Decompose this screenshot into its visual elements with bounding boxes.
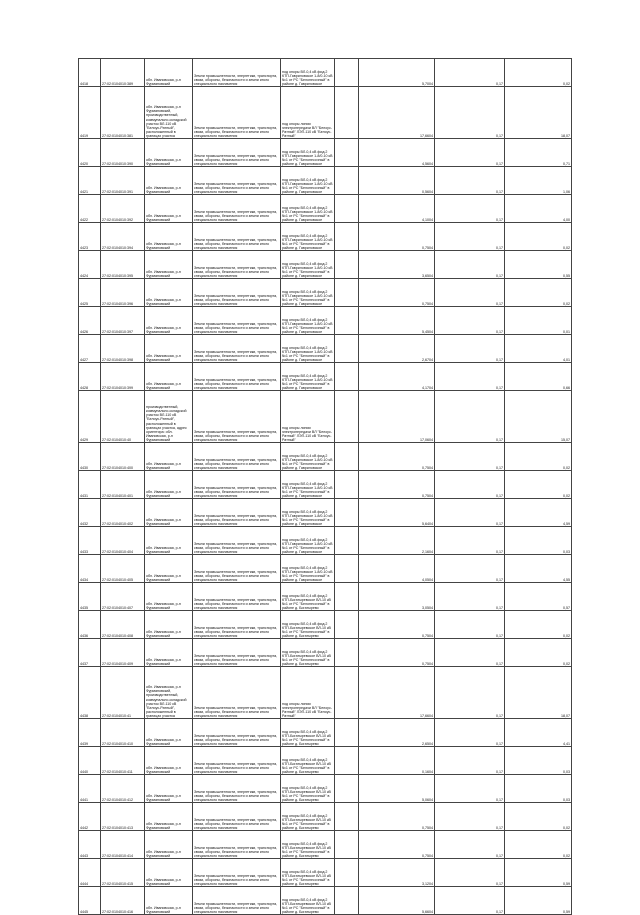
area-cell: 17,6604 — [359, 667, 435, 719]
cadastral-number-cell: 27:02:0104010:401 — [101, 471, 145, 499]
area-cell: 3,6504 — [359, 251, 435, 279]
empty-cell — [335, 307, 359, 335]
cost-cell: 0,02 — [505, 803, 572, 831]
rate-cell: 0,17 — [435, 719, 505, 747]
cost-cell: 0,55 — [505, 251, 572, 279]
area-cell: 2,6504 — [359, 719, 435, 747]
area-cell: 5,4504 — [359, 307, 435, 335]
table-row — [79, 803, 572, 831]
empty-cell — [335, 391, 359, 443]
land-category-cell: Земли промышленности, энергетики, транспорта, связи, обороны, безопасности и земли иного специального назначения — [193, 307, 281, 335]
area-cell: 5,6404 — [359, 499, 435, 527]
row-number-cell: 4436 — [79, 611, 101, 639]
row-number-cell: 4431 — [79, 471, 101, 499]
cadastral-number-cell: 27:02:0104010:407 — [101, 583, 145, 611]
rate-cell: 0,17 — [435, 639, 505, 667]
cost-cell: 18,07 — [505, 87, 572, 139]
cost-cell: 0,02 — [505, 611, 572, 639]
cost-cell: 4,59 — [505, 499, 572, 527]
rate-cell: 0,17 — [435, 527, 505, 555]
empty-cell — [335, 279, 359, 307]
row-number-cell: 4419 — [79, 87, 101, 139]
empty-cell — [335, 803, 359, 831]
cost-cell: 0,59 — [505, 887, 572, 915]
rate-cell: 0,17 — [435, 887, 505, 915]
row-number-cell: 4424 — [79, 251, 101, 279]
empty-cell — [335, 527, 359, 555]
rate-cell: 0,17 — [435, 59, 505, 87]
table-row — [79, 391, 572, 443]
location-cell: обл. Ивановская, р-н Фурмановский — [145, 223, 193, 251]
location-cell: обл. Ивановская, р-н Фурмановский — [145, 363, 193, 391]
area-cell: 0,7504 — [359, 639, 435, 667]
empty-cell — [335, 775, 359, 803]
location-cell: обл. Ивановская, р-н Фурмановский — [145, 583, 193, 611]
cost-cell: 4,41 — [505, 719, 572, 747]
location-cell: обл. Ивановская, р-н Фурмановский — [145, 775, 193, 803]
cost-cell: 0,02 — [505, 279, 572, 307]
area-cell: 3,0504 — [359, 583, 435, 611]
land-category-cell: Земли промышленности, энергетики, транспорта, связи, обороны, безопасности и земли иного специального назначения — [193, 803, 281, 831]
permitted-use-cell: под опоры ВЛ-0,4 кВ фид.2 КТП-Гавриловское 1-8/0-10 кВ №1 от РС "Белопесочный" в районе д. Гавриловское — [281, 555, 335, 583]
row-number-cell: 4422 — [79, 195, 101, 223]
permitted-use-cell: под опоры ВЛ-0,4 кВ фид.2 КТП-Богатыревское ВЛ-10 кВ №1 от РС "Белопесочный" в районе д. Богатырево — [281, 719, 335, 747]
land-category-cell: Земли промышленности, энергетики, транспорта, связи, обороны, безопасности и земли иного специального назначения — [193, 667, 281, 719]
location-cell: обл. Ивановская, р-н Фурмановский — [145, 719, 193, 747]
land-category-cell: Земли промышленности, энергетики, транспорта, связи, обороны, безопасности и земли иного специального назначения — [193, 499, 281, 527]
empty-cell — [335, 887, 359, 915]
permitted-use-cell: под опоры ВЛ-0,4 кВ фид.2 КТП-Богатыревское ВЛ-10 кВ №1 от РС "Белопесочный" в районе д. Богатырево — [281, 831, 335, 859]
cost-cell: 0,02 — [505, 59, 572, 87]
empty-cell — [335, 251, 359, 279]
land-category-cell: Земли промышленности, энергетики, транспорта, связи, обороны, безопасности и земли иного специального назначения — [193, 363, 281, 391]
empty-cell — [335, 471, 359, 499]
row-number-cell: 4427 — [79, 335, 101, 363]
cost-cell: 0,03 — [505, 775, 572, 803]
table-row — [79, 307, 572, 335]
land-category-cell: Земли промышленности, энергетики, транспорта, связи, обороны, безопасности и земли иного специального назначения — [193, 887, 281, 915]
permitted-use-cell: под опоры ВЛ-0,4 кВ фид.2 КТП-Богатыревское ВЛ-10 кВ №1 от РС "Белопесочный" в районе д. Богатырево — [281, 859, 335, 887]
row-number-cell: 4418 — [79, 59, 101, 87]
permitted-use-cell: под опоры ВЛ-0,4 кВ фид.2 КТП-Гавриловское 1-8/0-10 кВ №1 от РС "Белопесочный" в районе д. Гавриловское — [281, 527, 335, 555]
cadastral-number-cell: 27:02:0104010:413 — [101, 803, 145, 831]
empty-cell — [335, 59, 359, 87]
cadastral-number-cell: 27:02:0104010:399 — [101, 363, 145, 391]
cadastral-number-cell: 27:02:0104010:415 — [101, 859, 145, 887]
table-row — [79, 251, 572, 279]
cadastral-number-cell: 27:02:0104010:396 — [101, 279, 145, 307]
rate-cell: 0,17 — [435, 583, 505, 611]
permitted-use-cell: под опоры ВЛ-0,4 кВ фид.2 КТП-Гавриловское 1-8/0-10 кВ №1 от РС "Белопесочный" в районе д. Гавриловское — [281, 335, 335, 363]
location-cell: обл. Ивановская, р-н Фурмановский — [145, 555, 193, 583]
land-category-cell: Земли промышленности, энергетики, транспорта, связи, обороны, безопасности и земли иного специального назначения — [193, 443, 281, 471]
row-number-cell: 4442 — [79, 803, 101, 831]
permitted-use-cell: под опоры ВЛ-0,4 кВ фид.2 КТП-Гавриловское 1-8/0-10 кВ №1 от РС "Белопесочный" в районе д. Гавриловское — [281, 139, 335, 167]
table-row — [79, 443, 572, 471]
area-cell: 0,5604 — [359, 167, 435, 195]
land-category-cell: Земли промышленности, энергетики, транспорта, связи, обороны, безопасности и земли иного специального назначения — [193, 747, 281, 775]
cadastral-number-cell: 27:02:0104010:390 — [101, 139, 145, 167]
permitted-use-cell: под опоры ВЛ-0,4 кВ фид.2 КТП-Богатыревское ВЛ-10 кВ №1 от РС "Белопесочный" в районе д. Богатырево — [281, 611, 335, 639]
rate-cell: 0,17 — [435, 139, 505, 167]
land-category-cell: Земли промышленности, энергетики, транспорта, связи, обороны, безопасности и земли иного специального назначения — [193, 59, 281, 87]
permitted-use-cell: под опоры ВЛ-0,4 кВ фид.2 КТП-Гавриловское 1-8/0-10 кВ №1 от РС "Белопесочный" в районе д. Гавриловское — [281, 499, 335, 527]
area-cell: 0,7504 — [359, 611, 435, 639]
rate-cell: 0,17 — [435, 803, 505, 831]
location-cell: обл. Ивановская, р-н Фурмановский — [145, 527, 193, 555]
rate-cell: 0,17 — [435, 391, 505, 443]
cost-cell: 0,02 — [505, 831, 572, 859]
permitted-use-cell: под опоры ВЛ-0,4 кВ фид.2 КТП-Богатыревское ВЛ-10 кВ №1 от РС "Белопесочный" в районе д. Богатырево — [281, 887, 335, 915]
empty-cell — [335, 335, 359, 363]
table-row — [79, 335, 572, 363]
rate-cell: 0,17 — [435, 555, 505, 583]
empty-cell — [335, 583, 359, 611]
table-row — [79, 555, 572, 583]
rate-cell: 0,17 — [435, 667, 505, 719]
land-category-cell: Земли промышленности, энергетики, транспорта, связи, обороны, безопасности и земли иного специального назначения — [193, 719, 281, 747]
empty-cell — [335, 363, 359, 391]
row-number-cell: 4444 — [79, 859, 101, 887]
location-cell: обл. Ивановская, р-н Фурмановский — [145, 859, 193, 887]
table-row — [79, 59, 572, 87]
location-cell: обл. Ивановская, р-н Фурмановский — [145, 639, 193, 667]
empty-cell — [335, 139, 359, 167]
land-category-cell: Земли промышленности, энергетики, транспорта, связи, обороны, безопасности и земли иного специального назначения — [193, 223, 281, 251]
rate-cell: 0,17 — [435, 167, 505, 195]
land-category-cell: Земли промышленности, энергетики, транспорта, связи, обороны, безопасности и земли иного специального назначения — [193, 279, 281, 307]
area-cell: 17,0604 — [359, 391, 435, 443]
table-row — [79, 279, 572, 307]
empty-cell — [335, 87, 359, 139]
cadastral-number-cell: 27:02:0104010:398 — [101, 335, 145, 363]
land-plots-table — [78, 58, 572, 915]
location-cell: обл. Ивановская, р-н Фурмановский — [145, 307, 193, 335]
empty-cell — [335, 831, 359, 859]
location-cell: обл. Ивановская, р-н Фурмановский — [145, 747, 193, 775]
area-cell: 2,6704 — [359, 335, 435, 363]
row-number-cell: 4440 — [79, 747, 101, 775]
rate-cell: 0,17 — [435, 251, 505, 279]
area-cell: 0,1604 — [359, 747, 435, 775]
rate-cell: 0,17 — [435, 859, 505, 887]
table-row — [79, 775, 572, 803]
rate-cell: 0,17 — [435, 363, 505, 391]
empty-cell — [335, 719, 359, 747]
row-number-cell: 4429 — [79, 391, 101, 443]
area-cell: 0,7504 — [359, 223, 435, 251]
rate-cell: 0,17 — [435, 443, 505, 471]
table-row — [79, 167, 572, 195]
cost-cell: 0,02 — [505, 471, 572, 499]
land-category-cell: Земли промышленности, энергетики, транспорта, связи, обороны, безопасности и земли иного специального назначения — [193, 471, 281, 499]
permitted-use-cell: под опоры ВЛ-0,4 кВ фид.2 КТП-Богатыревское ВЛ-10 кВ №1 от РС "Белопесочный" в районе д. Богатырево — [281, 583, 335, 611]
land-category-cell: Земли промышленности, энергетики, транспорта, связи, обороны, безопасности и земли иного специального назначения — [193, 87, 281, 139]
location-cell: обл. Ивановская, р-н Фурмановский, производственный, коммунально-складской участок ВЛ-110 кВ "Белоус-Ратный", расположенный в границах участка — [145, 667, 193, 719]
location-cell: обл. Ивановская, р-н Фурмановский — [145, 251, 193, 279]
location-cell: производственный, коммунально-складской участок ВЛ-110 кВ "Белоус-Ратный", расположенный в границах участка, адрес ориентира: обл. Ивановская, р-н Фурмановский — [145, 391, 193, 443]
empty-cell — [335, 195, 359, 223]
table-row — [79, 887, 572, 915]
cadastral-number-cell: 27:02:0104010:405 — [101, 555, 145, 583]
cost-cell: 0,02 — [505, 639, 572, 667]
cadastral-number-cell: 27:02:0104010:40 — [101, 391, 145, 443]
rate-cell: 0,17 — [435, 747, 505, 775]
permitted-use-cell: под опоры ВЛ-0,4 кВ фид.2 КТП-Богатыревское ВЛ-10 кВ №1 от РС "Белопесочный" в районе д. Богатырево — [281, 747, 335, 775]
row-number-cell: 4434 — [79, 555, 101, 583]
row-number-cell: 4443 — [79, 831, 101, 859]
location-cell: обл. Ивановская, р-н Фурмановский — [145, 335, 193, 363]
area-cell: 5,7004 — [359, 59, 435, 87]
permitted-use-cell: под опоры ВЛ-0,4 кВ фид.2 КТП-Гавриловское 1-8/0-10 кВ №1 от РС "Белопесочный" в районе д. Гавриловское — [281, 167, 335, 195]
row-number-cell: 4439 — [79, 719, 101, 747]
cost-cell: 0,03 — [505, 527, 572, 555]
row-number-cell: 4437 — [79, 639, 101, 667]
permitted-use-cell: под опоры ВЛ-0,4 кВ фид.2 КТП-Богатыревское ВЛ-10 кВ №1 от РС "Белопесочный" в районе д. Богатырево — [281, 803, 335, 831]
empty-cell — [335, 167, 359, 195]
cost-cell: 0,02 — [505, 223, 572, 251]
empty-cell — [335, 611, 359, 639]
rate-cell: 0,17 — [435, 223, 505, 251]
land-category-cell: Земли промышленности, энергетики, транспорта, связи, обороны, безопасности и земли иного специального назначения — [193, 391, 281, 443]
area-cell: 5,6604 — [359, 887, 435, 915]
cost-cell: 0,02 — [505, 443, 572, 471]
empty-cell — [335, 859, 359, 887]
location-cell: обл. Ивановская, р-н Фурмановский, производственный, коммунально-складской участок ВЛ-110 кВ "Белоус-Ратный", расположенный в границах участка — [145, 87, 193, 139]
cadastral-number-cell: 27:02:0104010:411 — [101, 747, 145, 775]
permitted-use-cell: под опоры ВЛ-0,4 кВ фид.2 КТП-Гавриловское 1-8/0-10 кВ №1 от РС "Белопесочный" в районе д. Гавриловское — [281, 307, 335, 335]
cadastral-number-cell: 27:02:0104010:410 — [101, 719, 145, 747]
table-row — [79, 139, 572, 167]
location-cell: обл. Ивановская, р-н Фурмановский — [145, 887, 193, 915]
cost-cell: 4,55 — [505, 555, 572, 583]
rate-cell: 0,17 — [435, 499, 505, 527]
cost-cell: 0,03 — [505, 747, 572, 775]
table-row — [79, 639, 572, 667]
land-category-cell: Земли промышленности, энергетики, транспорта, связи, обороны, безопасности и земли иного специального назначения — [193, 555, 281, 583]
permitted-use-cell: под опоры ВЛ-0,4 кВ фид.2 КТП-Гавриловское 1-8/0-10 кВ №1 от РС "Белопесочный" в районе д. Гавриловское — [281, 279, 335, 307]
area-cell: 2,1604 — [359, 527, 435, 555]
document-sheet — [78, 58, 571, 915]
rate-cell: 0,17 — [435, 831, 505, 859]
permitted-use-cell: под опоры ВЛ-0,4 кВ фид.2 КТП-Гавриловское 1-8/0-10 кВ №1 от РС "Белопесочный" в районе д. Гавриловское — [281, 363, 335, 391]
area-cell: 5,0604 — [359, 775, 435, 803]
location-cell: обл. Ивановская, р-н Фурмановский — [145, 195, 193, 223]
area-cell: 0,7504 — [359, 803, 435, 831]
permitted-use-cell: под опоры ВЛ-0,4 кВ фид.2 КТП-Богатыревское ВЛ-10 кВ №1 от РС "Белопесочный" в районе д. Богатырево — [281, 639, 335, 667]
permitted-use-cell: под опоры ВЛ-0,4 кВ фид.2 КТП-Гавриловское 1-8/0-10 кВ №1 от РС "Белопесочный" в районе д. Гавриловское — [281, 443, 335, 471]
location-cell: обл. Ивановская, р-н Фурмановский — [145, 59, 193, 87]
empty-cell — [335, 639, 359, 667]
cost-cell: 15,07 — [505, 391, 572, 443]
area-cell: 0,7504 — [359, 443, 435, 471]
row-number-cell: 4425 — [79, 279, 101, 307]
land-category-cell: Земли промышленности, энергетики, транспорта, связи, обороны, безопасности и земли иного специального назначения — [193, 335, 281, 363]
empty-cell — [335, 747, 359, 775]
row-number-cell: 4421 — [79, 167, 101, 195]
table-row — [79, 719, 572, 747]
land-category-cell: Земли промышленности, энергетики, транспорта, связи, обороны, безопасности и земли иного специального назначения — [193, 583, 281, 611]
table-row — [79, 471, 572, 499]
cadastral-number-cell: 27:02:0104010:394 — [101, 223, 145, 251]
area-cell: 4,0504 — [359, 555, 435, 583]
table-row — [79, 499, 572, 527]
table-row — [79, 831, 572, 859]
cadastral-number-cell: 27:02:0104010:397 — [101, 307, 145, 335]
rate-cell: 0,17 — [435, 195, 505, 223]
rate-cell: 0,17 — [435, 87, 505, 139]
permitted-use-cell: под опоры ВЛ-0,4 кВ фид.2 КТП-Гавриловское 1-8/0-10 кВ №1 от РС "Белопесочный" в районе д. Гавриловское — [281, 251, 335, 279]
land-category-cell: Земли промышленности, энергетики, транспорта, связи, обороны, безопасности и земли иного специального назначения — [193, 859, 281, 887]
area-cell: 4,1004 — [359, 195, 435, 223]
rate-cell: 0,17 — [435, 307, 505, 335]
land-category-cell: Земли промышленности, энергетики, транспорта, связи, обороны, безопасности и земли иного специального назначения — [193, 527, 281, 555]
empty-cell — [335, 499, 359, 527]
location-cell: обл. Ивановская, р-н Фурмановский — [145, 831, 193, 859]
table-row — [79, 611, 572, 639]
cost-cell: 4,00 — [505, 195, 572, 223]
cost-cell: 0,71 — [505, 139, 572, 167]
rate-cell: 0,17 — [435, 471, 505, 499]
area-cell: 0,7504 — [359, 279, 435, 307]
location-cell: обл. Ивановская, р-н Фурмановский — [145, 167, 193, 195]
location-cell: обл. Ивановская, р-н Фурмановский — [145, 803, 193, 831]
location-cell: обл. Ивановская, р-н Фурмановский — [145, 279, 193, 307]
table-row — [79, 527, 572, 555]
land-category-cell: Земли промышленности, энергетики, транспорта, связи, обороны, безопасности и земли иного специального назначения — [193, 167, 281, 195]
empty-cell — [335, 555, 359, 583]
rate-cell: 0,17 — [435, 775, 505, 803]
permitted-use-cell: под опоры линии электропередачи ВЛ "Белоус-Ратный" ЛЭП-110 кВ "Белоус-Ратный" — [281, 87, 335, 139]
land-category-cell: Земли промышленности, энергетики, транспорта, связи, обороны, безопасности и земли иного специального назначения — [193, 611, 281, 639]
permitted-use-cell: под опоры ВЛ-0,4 кВ фид.2 КТП-Гавриловское 1-8/0-10 кВ №1 от РС "Белопесочный" в районе д. Гавриловское — [281, 223, 335, 251]
table-row — [79, 195, 572, 223]
row-number-cell: 4435 — [79, 583, 101, 611]
rate-cell: 0,17 — [435, 279, 505, 307]
cadastral-number-cell: 27:02:0104010:409 — [101, 639, 145, 667]
cadastral-number-cell: 27:02:0104010:412 — [101, 775, 145, 803]
cadastral-number-cell: 27:02:0104010:381 — [101, 87, 145, 139]
empty-cell — [335, 667, 359, 719]
rate-cell: 0,17 — [435, 335, 505, 363]
land-category-cell: Земли промышленности, энергетики, транспорта, связи, обороны, безопасности и земли иного специального назначения — [193, 639, 281, 667]
row-number-cell: 4432 — [79, 499, 101, 527]
location-cell: обл. Ивановская, р-н Фурмановский — [145, 139, 193, 167]
area-cell: 4,5604 — [359, 139, 435, 167]
row-number-cell: 4428 — [79, 363, 101, 391]
land-category-cell: Земли промышленности, энергетики, транспорта, связи, обороны, безопасности и земли иного специального назначения — [193, 831, 281, 859]
cost-cell: 0,59 — [505, 859, 572, 887]
permitted-use-cell: под опоры ВЛ-0,4 кВ фид.2 КТП-Гавриловское 1-8/0-10 кВ №1 от РС "Белопесочный" в районе д. Гавриловское — [281, 195, 335, 223]
table-row — [79, 747, 572, 775]
area-cell: 0,7504 — [359, 831, 435, 859]
permitted-use-cell: под опоры ВЛ-0,4 кВ фид.2 КТП-Гавриловское 1-8/0-10 кВ №1 от РС "Белопесочный" в районе д. Гавриловское — [281, 59, 335, 87]
cadastral-number-cell: 27:02:0104010:391 — [101, 167, 145, 195]
table-row — [79, 667, 572, 719]
land-category-cell: Земли промышленности, энергетики, транспорта, связи, обороны, безопасности и земли иного специального назначения — [193, 775, 281, 803]
land-category-cell: Земли промышленности, энергетики, транспорта, связи, обороны, безопасности и земли иного специального назначения — [193, 195, 281, 223]
table-body — [79, 59, 572, 915]
land-category-cell: Земли промышленности, энергетики, транспорта, связи, обороны, безопасности и земли иного специального назначения — [193, 139, 281, 167]
location-cell: обл. Ивановская, р-н Фурмановский — [145, 443, 193, 471]
cost-cell: 0,66 — [505, 363, 572, 391]
location-cell: обл. Ивановская, р-н Фурмановский — [145, 471, 193, 499]
row-number-cell: 4430 — [79, 443, 101, 471]
table-row — [79, 859, 572, 887]
empty-cell — [335, 223, 359, 251]
permitted-use-cell: под опоры ВЛ-0,4 кВ фид.2 КТП-Гавриловское 1-8/0-10 кВ №1 от РС "Белопесочный" в районе д. Гавриловское — [281, 471, 335, 499]
cadastral-number-cell: 27:02:0104010:408 — [101, 611, 145, 639]
cadastral-number-cell: 27:02:0104010:395 — [101, 251, 145, 279]
row-number-cell: 4441 — [79, 775, 101, 803]
cost-cell: 4,01 — [505, 335, 572, 363]
row-number-cell: 4420 — [79, 139, 101, 167]
row-number-cell: 4433 — [79, 527, 101, 555]
cost-cell: 18,07 — [505, 667, 572, 719]
area-cell: 3,1204 — [359, 859, 435, 887]
empty-cell — [335, 443, 359, 471]
cadastral-number-cell: 27:02:0104010:41 — [101, 667, 145, 719]
location-cell: обл. Ивановская, р-н Фурмановский — [145, 611, 193, 639]
area-cell: 17,6604 — [359, 87, 435, 139]
cadastral-number-cell: 27:02:0104010:404 — [101, 527, 145, 555]
row-number-cell: 4423 — [79, 223, 101, 251]
area-cell: 4,1704 — [359, 363, 435, 391]
table-row — [79, 363, 572, 391]
table-row — [79, 583, 572, 611]
row-number-cell: 4438 — [79, 667, 101, 719]
permitted-use-cell: под опоры ВЛ-0,4 кВ фид.2 КТП-Богатыревское ВЛ-10 кВ №1 от РС "Белопесочный" в районе д. Богатырево — [281, 775, 335, 803]
location-cell: обл. Ивановская, р-н Фурмановский — [145, 499, 193, 527]
land-category-cell: Земли промышленности, энергетики, транспорта, связи, обороны, безопасности и земли иного специального назначения — [193, 251, 281, 279]
cost-cell: 0,01 — [505, 307, 572, 335]
permitted-use-cell: под опоры линии электропередачи ВЛ "Белоус-Ратный" ЛЭП-110 кВ "Белоус-Ратный" — [281, 667, 335, 719]
cadastral-number-cell: 27:02:0104010:416 — [101, 887, 145, 915]
table-row — [79, 223, 572, 251]
cost-cell: 0,57 — [505, 583, 572, 611]
table-row — [79, 87, 572, 139]
rate-cell: 0,17 — [435, 611, 505, 639]
cadastral-number-cell: 27:02:0104010:392 — [101, 195, 145, 223]
cadastral-number-cell: 27:02:0104010:400 — [101, 443, 145, 471]
cadastral-number-cell: 27:02:0104010:414 — [101, 831, 145, 859]
row-number-cell: 4426 — [79, 307, 101, 335]
area-cell: 0,7504 — [359, 471, 435, 499]
permitted-use-cell: под опоры линии электропередачи ВЛ "Белоус-Ратный" ЛЭП-110 кВ "Белоус-Ратный" — [281, 391, 335, 443]
cadastral-number-cell: 27:02:0104010:389 — [101, 59, 145, 87]
cost-cell: 1,06 — [505, 167, 572, 195]
row-number-cell: 4445 — [79, 887, 101, 915]
cadastral-number-cell: 27:02:0104010:402 — [101, 499, 145, 527]
